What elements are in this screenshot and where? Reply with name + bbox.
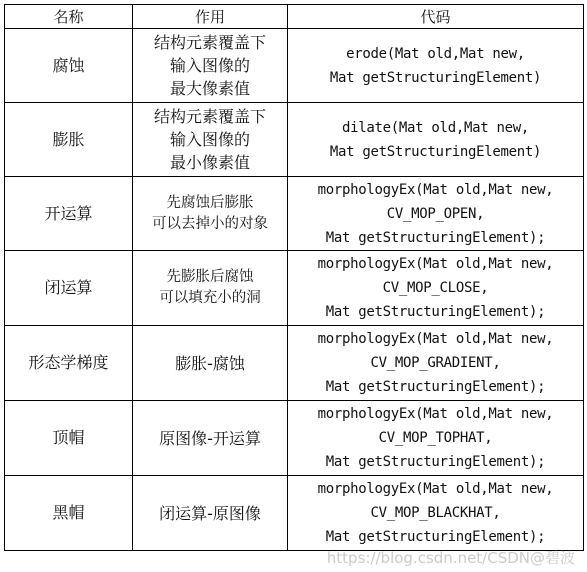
code-line: CV_MOP_BLACKHAT, (370, 505, 501, 521)
code-line: Mat getStructuringElement); (325, 454, 546, 470)
code-line: Mat getStructuringElement) (329, 143, 542, 160)
morphology-table (4, 4, 584, 551)
header-code: 代码 (288, 5, 584, 29)
table-row (5, 326, 584, 401)
code-line: CV_MOP_TOPHAT, (378, 430, 493, 446)
code-line: dilate(Mat old,Mat new, (342, 119, 529, 136)
description-line: 最大像素值 (169, 79, 250, 98)
operation-name: 腐蚀 (5, 29, 133, 103)
description-line: 先膨胀后腐蚀 (166, 269, 254, 285)
description-line: 闭运算-原图像 (159, 503, 261, 523)
operation-name: 开运算 (5, 177, 133, 251)
code-line: morphologyEx(Mat old,Mat new, (317, 331, 554, 347)
description-line: 最小像素值 (169, 153, 250, 172)
operation-description (133, 29, 288, 103)
table-row (5, 251, 584, 326)
description-line: 膨胀-腐蚀 (175, 353, 245, 373)
code-line: morphologyEx(Mat old,Mat new, (317, 481, 554, 497)
code-line: Mat getStructuringElement); (325, 229, 546, 246)
operation-code (288, 177, 584, 251)
operation-description (133, 103, 288, 177)
operation-name: 膨胀 (5, 103, 133, 177)
description-line: 结构元素覆盖下 (153, 107, 266, 126)
operation-description (133, 401, 288, 476)
header-row (5, 5, 584, 29)
description-line: 输入图像的 (169, 130, 250, 149)
operation-description (133, 251, 288, 326)
table-row (5, 29, 584, 103)
code-line: morphologyEx(Mat old,Mat new, (317, 406, 554, 422)
code-line: Mat getStructuringElement); (325, 379, 546, 395)
description-line: 可以去掉小的对象 (152, 215, 268, 232)
description-line: 先腐蚀后膨胀 (166, 194, 254, 211)
description-line: 输入图像的 (169, 56, 250, 75)
operation-code (288, 251, 584, 326)
code-line: morphologyEx(Mat old,Mat new, (317, 256, 554, 272)
operation-code (288, 29, 584, 103)
operation-code (288, 476, 584, 551)
code-line: Mat getStructuringElement); (325, 304, 546, 320)
operation-code (288, 401, 584, 476)
operation-name: 黑帽 (5, 476, 133, 551)
table-row (5, 401, 584, 476)
code-line: CV_MOP_CLOSE, (382, 280, 489, 296)
operation-code (288, 326, 584, 401)
operation-description (133, 326, 288, 401)
operation-code (288, 103, 584, 177)
description-line: 可以填充小的洞 (159, 290, 261, 306)
code-line: erode(Mat old,Mat new, (346, 45, 525, 62)
table-row (5, 476, 584, 551)
code-line: morphologyEx(Mat old,Mat new, (317, 181, 554, 198)
table-row (5, 177, 584, 251)
operation-description (133, 476, 288, 551)
operation-name: 闭运算 (5, 251, 133, 326)
code-line: Mat getStructuringElement) (329, 69, 542, 86)
code-line: Mat getStructuringElement); (325, 529, 546, 545)
operation-name: 顶帽 (5, 401, 133, 476)
header-name: 名称 (5, 5, 133, 29)
operation-name: 形态学梯度 (5, 326, 133, 401)
code-line: CV_MOP_GRADIENT, (370, 355, 501, 371)
header-use: 作用 (133, 5, 288, 29)
operation-description (133, 177, 288, 251)
description-line: 结构元素覆盖下 (153, 33, 266, 52)
watermark: https://blog.csdn.net/CSDN@碧波 (326, 549, 575, 567)
description-line: 原图像-开运算 (159, 428, 261, 448)
code-line: CV_MOP_OPEN, (386, 205, 485, 222)
table-row (5, 103, 584, 177)
